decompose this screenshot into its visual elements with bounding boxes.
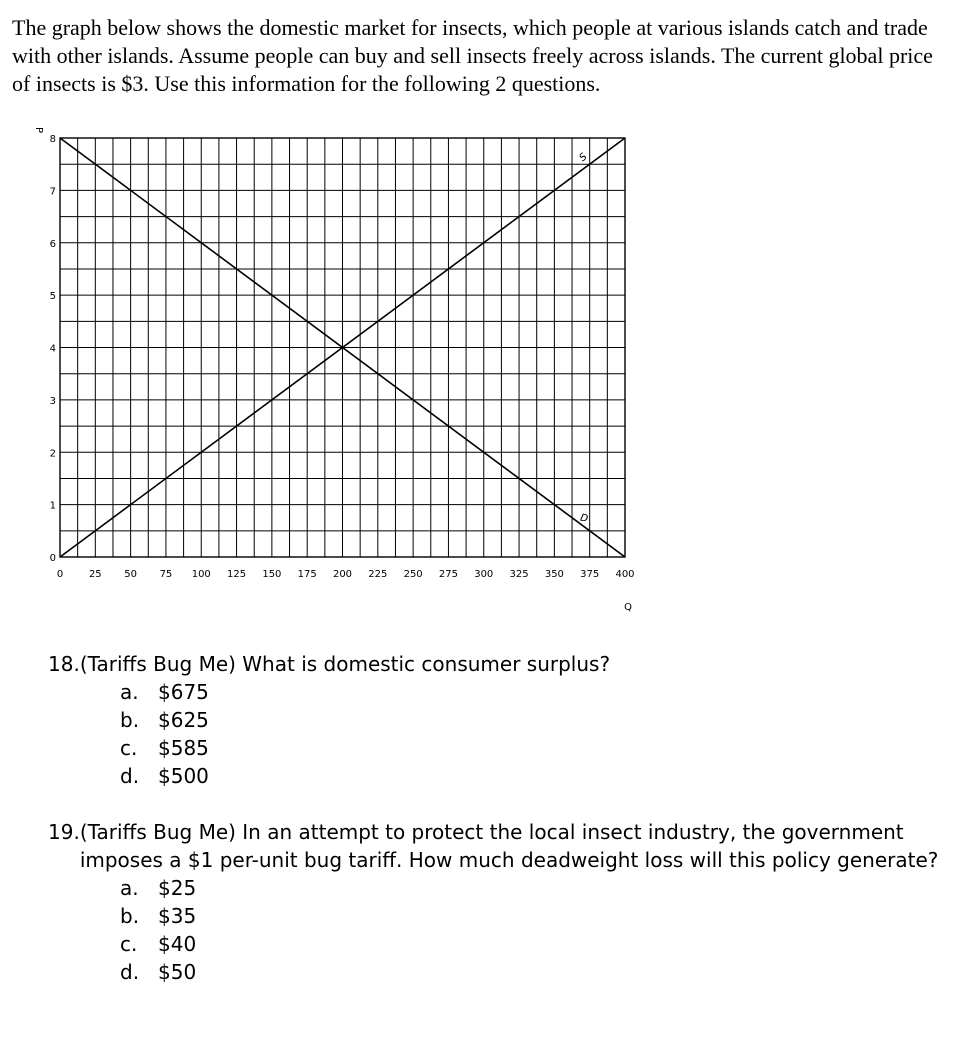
question-18-option-d[interactable] xyxy=(120,762,948,790)
x-tick-label: 350 xyxy=(544,569,564,580)
x-tick-label: 300 xyxy=(474,569,494,580)
x-tick-label: 400 xyxy=(615,569,635,580)
x-tick-label: 25 xyxy=(88,569,102,580)
question-18-stem xyxy=(48,650,948,678)
x-tick-label: 175 xyxy=(297,569,317,580)
question-18-option-c[interactable] xyxy=(120,734,948,762)
option-text: $50 xyxy=(158,960,197,984)
option-text: $40 xyxy=(158,932,197,956)
question-18-option-b[interactable] xyxy=(120,706,948,734)
x-tick-label: 0 xyxy=(56,569,64,580)
supply-curve-label: S xyxy=(577,151,590,164)
option-text: $35 xyxy=(158,904,197,928)
x-tick-label: 200 xyxy=(332,569,353,580)
y-tick-label: 6 xyxy=(49,238,56,250)
y-tick-label: 0 xyxy=(49,553,56,564)
option-letter: c. xyxy=(120,932,138,956)
x-tick-label: 375 xyxy=(580,569,600,580)
y-tick-label: 2 xyxy=(49,448,56,460)
option-letter: b. xyxy=(120,708,140,732)
option-letter: a. xyxy=(120,876,139,900)
question-18-number: 18. xyxy=(48,652,80,676)
question-18 xyxy=(48,650,948,790)
x-tick-label: 125 xyxy=(227,569,247,580)
question-19-option-a[interactable] xyxy=(120,874,948,902)
option-text: $585 xyxy=(158,736,209,760)
option-letter: a. xyxy=(120,680,139,704)
x-axis-label: Q xyxy=(624,602,632,613)
option-letter: c. xyxy=(120,736,138,760)
question-19-option-c[interactable] xyxy=(120,930,948,958)
question-18-option-a[interactable] xyxy=(120,678,948,706)
option-text: $25 xyxy=(158,876,197,900)
x-tick-label: 50 xyxy=(124,569,137,580)
option-letter: d. xyxy=(120,764,140,788)
question-19-stem xyxy=(48,818,948,874)
supply-demand-chart xyxy=(0,112,660,622)
x-tick-label: 325 xyxy=(509,569,529,580)
option-text: $500 xyxy=(158,764,209,788)
intro-paragraph: The graph below shows the domestic market for insects, which people at various islands catch and trade with other islands. Assume people can buy and sell insects freely across islands. The current global price of insects is $3. Use this information for the following 2 questions. xyxy=(12,15,933,96)
option-letter: d. xyxy=(120,960,140,984)
x-tick-label: 75 xyxy=(159,569,173,580)
x-tick-label: 275 xyxy=(438,569,458,580)
y-tick-label: 3 xyxy=(49,395,56,407)
y-axis-label: P xyxy=(33,126,44,134)
option-text: $675 xyxy=(158,680,209,704)
x-tick-label: 150 xyxy=(262,569,282,580)
question-19-number: 19. xyxy=(48,820,80,844)
option-text: $625 xyxy=(158,708,209,732)
y-tick-label: 4 xyxy=(49,343,56,355)
x-tick-label: 225 xyxy=(368,569,388,580)
demand-curve-label: D xyxy=(579,512,589,525)
option-letter: b. xyxy=(120,904,140,928)
question-19-option-b[interactable] xyxy=(120,902,948,930)
question-19-option-d[interactable] xyxy=(120,958,948,986)
question-19-text: (Tariffs Bug Me) In an attempt to protect the local insect industry, the government imposes a $1 per-unit bug tariff. How much deadweight loss will this policy generate? xyxy=(79,820,939,872)
y-tick-label: 8 xyxy=(49,134,56,145)
y-tick-label: 7 xyxy=(49,186,56,198)
y-tick-label: 1 xyxy=(49,500,56,512)
y-tick-label: 5 xyxy=(49,291,56,303)
question-19 xyxy=(48,818,948,986)
x-tick-label: 250 xyxy=(403,569,423,580)
x-tick-label: 100 xyxy=(191,569,211,580)
question-18-text: (Tariffs Bug Me) What is domestic consumer surplus? xyxy=(79,652,611,676)
